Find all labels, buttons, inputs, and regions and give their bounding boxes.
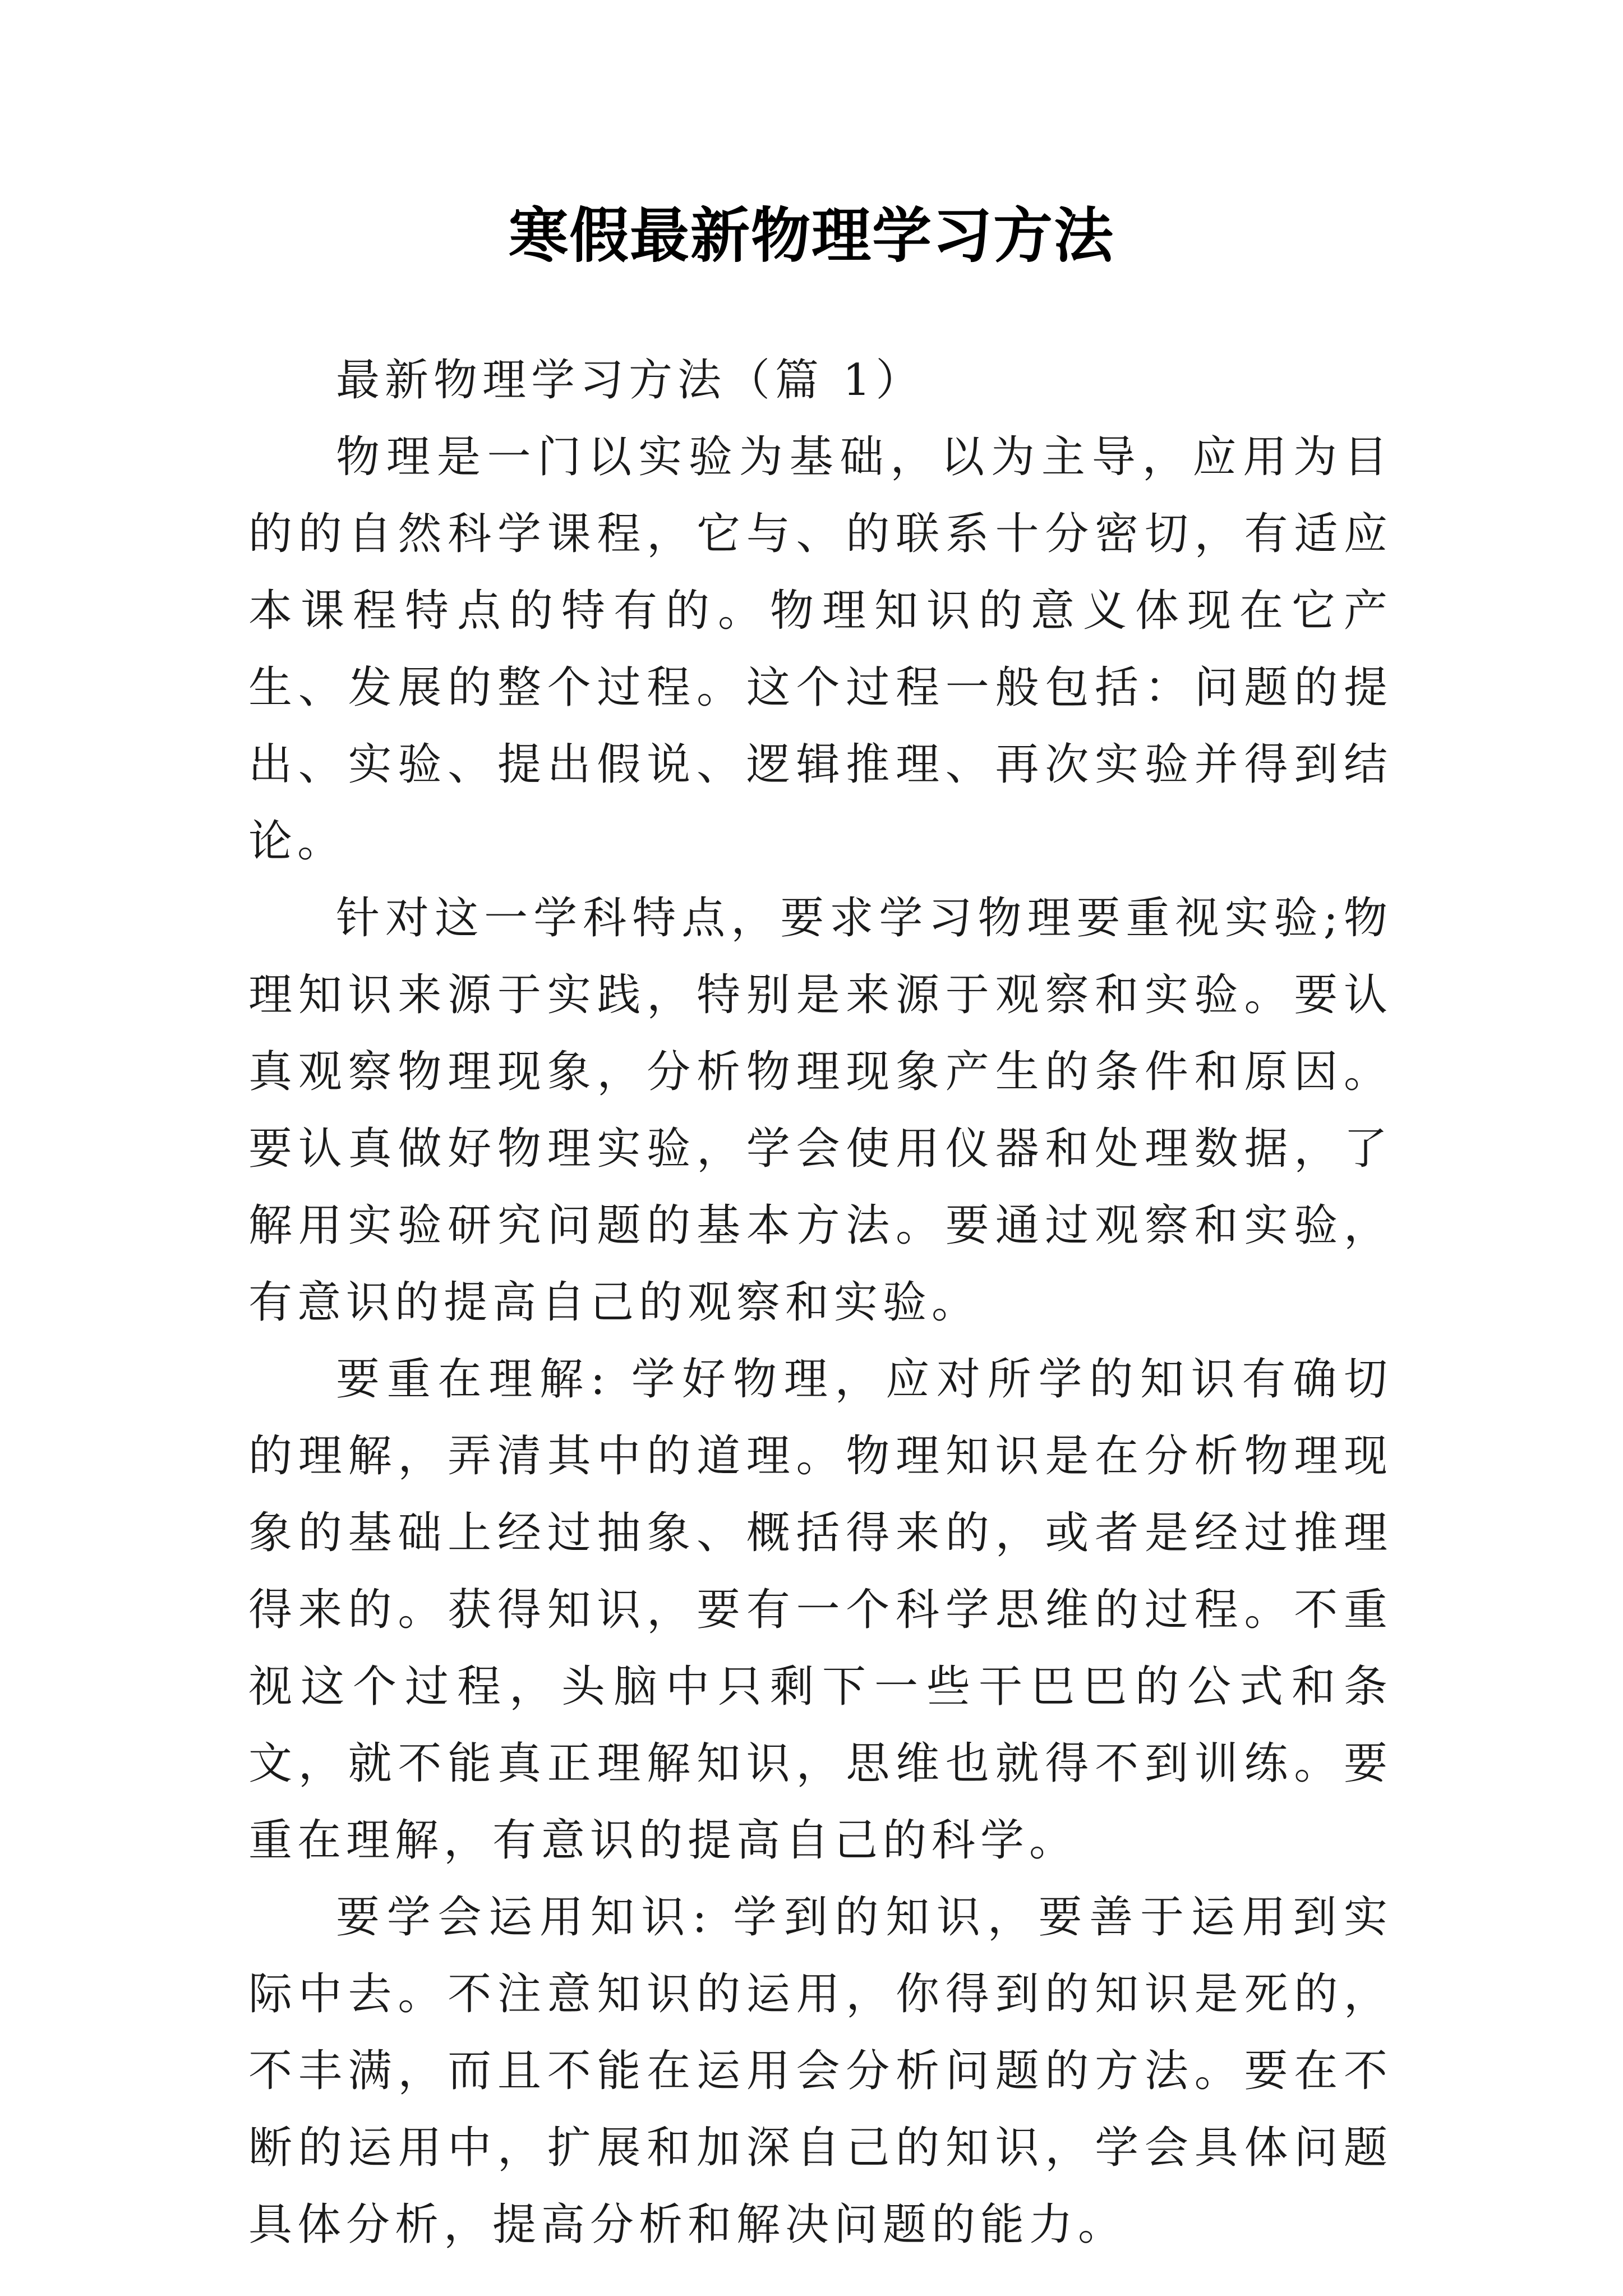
paragraph: 物理是一门以实验为基础，以为主导，应用为目的的自然科学课程，它与、的联系十分密切，有适应本课程特点的特有的。物理知识的意义体现在它产生、发展的整个过程。这个过程一般包括：问题的提出、实验、提出假说、逻辑推理、再次实验并得到结论。 (248, 432, 1393, 867)
document-body (248, 342, 1393, 2263)
paragraph: 要学会运用知识: 学到的知识，要善于运用到实际中去。不注意知识的运用，你得到的知识是死的，不丰满，而且不能在运用会分析问题的方法。要在不断的运用中，扩展和加深自己的知识，学会具体问题具体分析，提高分析和解决问题的能力。 (248, 1892, 1393, 2250)
document-title: 寒假最新物理学习方法 (509, 200, 1114, 270)
section-heading: 最新物理学习方法（篇 1） (336, 355, 925, 406)
paragraph: 要重在理解: 学好物理，应对所学的知识有确切的理解，弄清其中的道理。物理知识是在分析物理现象的基础上经过抽象、概括得来的，或者是经过推理得来的。获得知识，要有一个科学思维的过程。不重视这个过程，头脑中只剩下一些干巴巴的公式和条文，就不能真正理解知识，思维也就得不到训练。要重在理解，有意识的提高自己的科学。 (248, 1354, 1393, 1866)
paragraph: 针对这一学科特点，要求学习物理要重视实验;物理知识来源于实践，特别是来源于观察和实验。要认真观察物理现象，分析物理现象产生的条件和原因。要认真做好物理实验，学会使用仪器和处理数据，了解用实验研究问题的基本方法。要通过观察和实验，有意识的提高自己的观察和实验。 (248, 893, 1393, 1328)
